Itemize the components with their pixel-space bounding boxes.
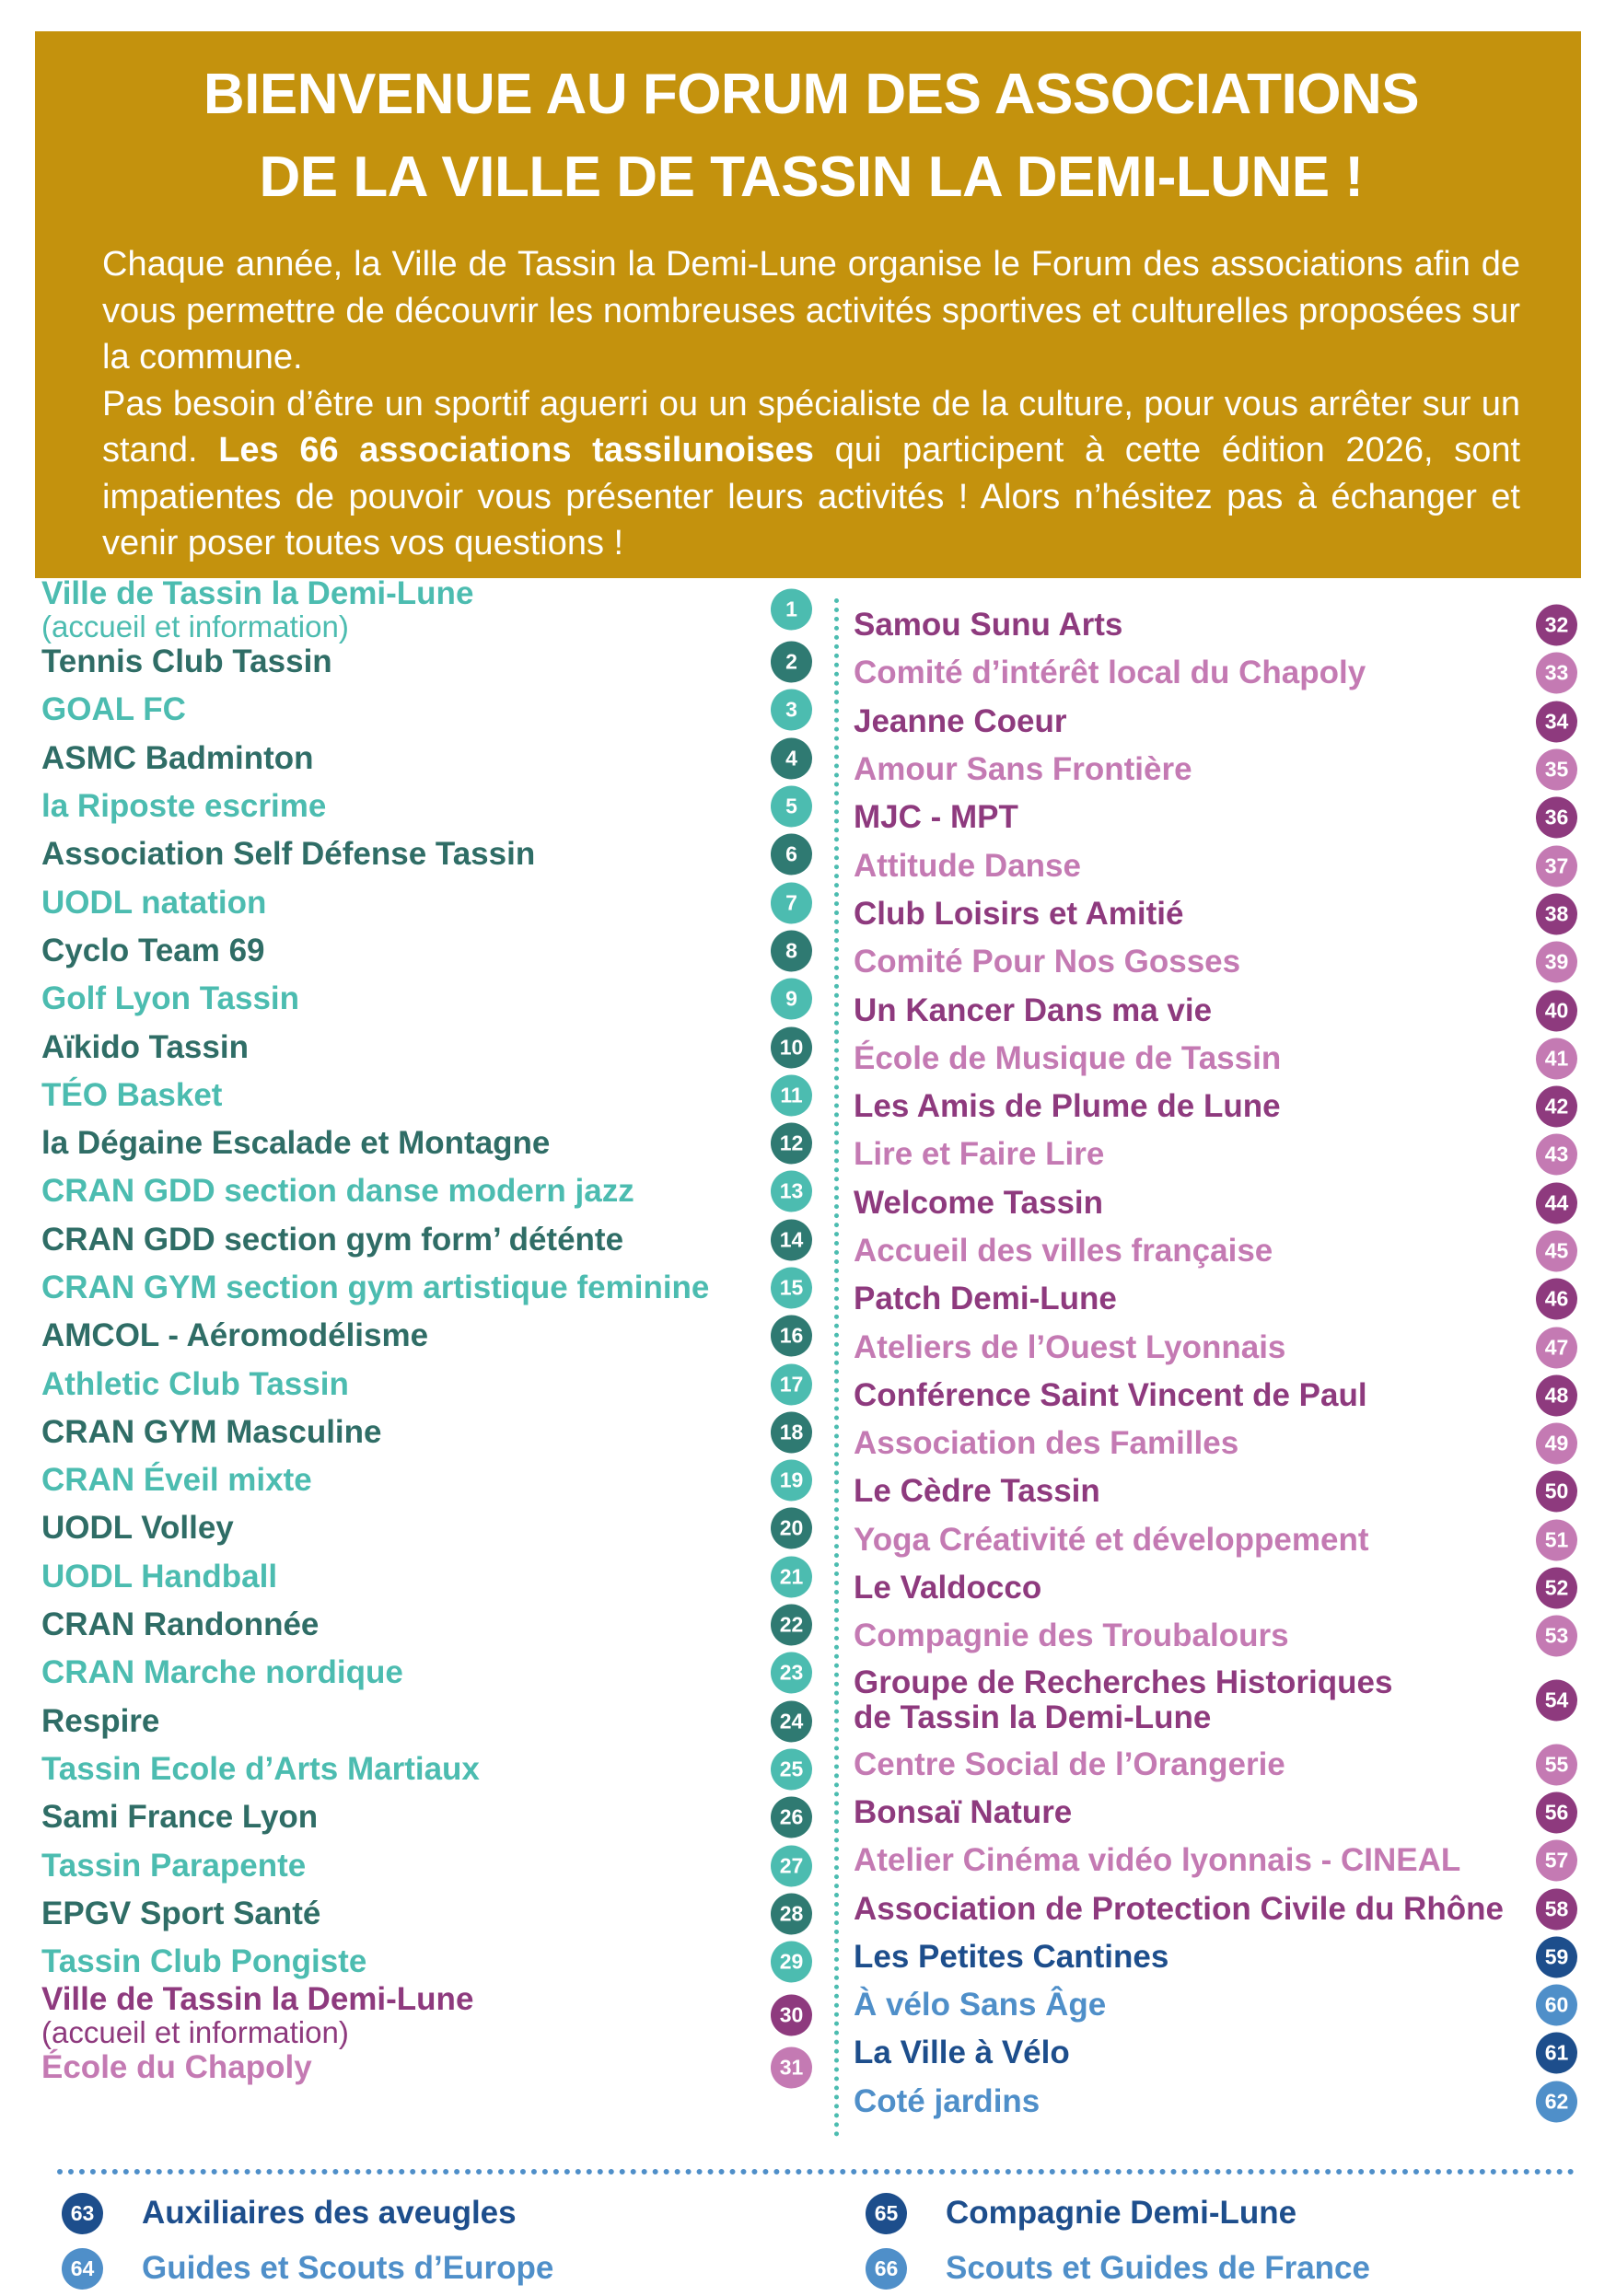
association-name-main: GOAL FC xyxy=(41,691,186,728)
association-number-badge: 36 xyxy=(1536,797,1577,839)
association-name xyxy=(41,1896,810,1931)
association-number-badge: 48 xyxy=(1536,1374,1577,1416)
association-item-14 xyxy=(41,1216,810,1264)
association-name xyxy=(41,1463,810,1498)
association-item-12 xyxy=(41,1119,810,1167)
association-number-badge: 41 xyxy=(1536,1038,1577,1079)
association-name xyxy=(41,741,810,776)
association-number-badge: 13 xyxy=(771,1171,812,1212)
association-number-badge: 23 xyxy=(771,1652,812,1694)
banner-title xyxy=(102,53,1520,219)
association-name-main: CRAN Éveil mixte xyxy=(41,1462,312,1499)
association-name xyxy=(854,1426,1581,1461)
column-divider xyxy=(834,598,839,2138)
association-name xyxy=(854,1747,1581,1782)
association-name xyxy=(854,1940,1581,1975)
association-item-39 xyxy=(854,938,1581,986)
association-name xyxy=(854,704,1581,739)
association-number-badge: 30 xyxy=(771,1994,812,2035)
association-item-49 xyxy=(854,1420,1581,1467)
association-item-11 xyxy=(41,1072,810,1119)
association-name xyxy=(41,1981,810,2050)
association-item-46 xyxy=(854,1275,1581,1323)
association-number-badge: 54 xyxy=(1536,1680,1577,1722)
association-item-64 xyxy=(62,2241,553,2296)
association-number-badge: 21 xyxy=(771,1556,812,1597)
association-name xyxy=(142,2196,517,2231)
association-number-badge: 29 xyxy=(771,1942,812,1983)
association-item-58 xyxy=(854,1884,1581,1932)
association-name xyxy=(946,2196,1296,2231)
association-name-main: Les Amis de Plume de Lune xyxy=(854,1088,1281,1125)
association-number-badge: 35 xyxy=(1536,749,1577,791)
association-number-badge: 31 xyxy=(771,2047,812,2089)
association-item-35 xyxy=(854,746,1581,794)
association-name xyxy=(854,1571,1581,1606)
association-item-25 xyxy=(41,1745,810,1793)
association-name-main: CRAN GYM section gym artistique feminine xyxy=(41,1270,710,1305)
association-number-badge: 65 xyxy=(866,2193,907,2234)
association-name xyxy=(41,1126,810,1161)
association-name-main: Coté jardins xyxy=(854,2082,1041,2119)
association-name xyxy=(854,2084,1581,2119)
association-name xyxy=(946,2251,1370,2286)
banner-title-line-1: BIENVENUE AU FORUM DES ASSOCIATIONS xyxy=(203,63,1420,126)
association-name-main: CRAN GYM Masculine xyxy=(41,1413,382,1450)
association-item-22 xyxy=(41,1601,810,1649)
association-name xyxy=(854,1843,1581,1878)
association-number-badge: 9 xyxy=(771,979,812,1020)
association-name-main: Auxiliaires des aveugles xyxy=(142,2195,517,2231)
association-name xyxy=(41,1318,810,1353)
footer-divider xyxy=(57,2169,1575,2174)
association-name xyxy=(854,1378,1581,1413)
banner-paragraph-2-end: qui participent à cette édition 2026, sont impatientes de pouvoir vous présenter leurs activités ! Alors n’hésitez pas à échanger et venir poser toutes vos questions ! xyxy=(102,431,1521,562)
association-name xyxy=(41,1030,810,1065)
association-name-main: Comité d’intérêt local du Chapoly xyxy=(854,655,1366,691)
association-name-main: Amour Sans Frontière xyxy=(854,751,1192,788)
association-item-52 xyxy=(854,1564,1581,1612)
association-name-main: ASMC Badminton xyxy=(41,739,314,776)
association-item-61 xyxy=(854,2029,1581,2077)
association-name-main: Le Valdocco xyxy=(854,1570,1042,1606)
association-item-8 xyxy=(41,927,810,975)
association-name-main: Jeanne Coeur xyxy=(854,702,1067,739)
association-name-main: EPGV Sport Santé xyxy=(41,1895,321,1931)
association-name-main: AMCOL - Aéromodélisme xyxy=(41,1317,429,1354)
association-name-main: la Riposte escrime xyxy=(41,788,327,825)
association-number-badge: 19 xyxy=(771,1460,812,1502)
banner-highlight: Les 66 associations tassilunoises xyxy=(218,431,814,470)
association-item-24 xyxy=(41,1698,810,1745)
association-name-main: Centre Social de l’Orangerie xyxy=(854,1745,1285,1782)
association-item-33 xyxy=(854,649,1581,697)
association-name-main: Comité Pour Nos Gosses xyxy=(854,944,1241,980)
association-name xyxy=(854,1665,1581,1735)
association-name-main: CRAN Marche nordique xyxy=(41,1654,403,1691)
association-number-badge: 27 xyxy=(771,1845,812,1886)
association-item-55 xyxy=(854,1741,1581,1789)
banner-title-line-2: DE LA VILLE DE TASSIN LA DEMI-LUNE ! xyxy=(259,145,1364,209)
association-item-51 xyxy=(854,1516,1581,1564)
association-item-65 xyxy=(866,2186,1370,2241)
association-number-badge: 44 xyxy=(1536,1182,1577,1223)
association-item-40 xyxy=(854,986,1581,1034)
association-number-badge: 6 xyxy=(771,834,812,875)
association-item-10 xyxy=(41,1023,810,1071)
association-number-badge: 15 xyxy=(771,1268,812,1309)
association-name-main: TÉO Basket xyxy=(41,1076,223,1113)
association-name-main: Groupe de Recherches Historiques xyxy=(854,1664,1393,1701)
association-number-badge: 49 xyxy=(1536,1423,1577,1465)
association-name-main: Le Cèdre Tassin xyxy=(854,1473,1100,1510)
association-name-main: Compagnie des Troubalours xyxy=(854,1618,1289,1654)
association-item-42 xyxy=(854,1083,1581,1131)
association-name-main: La Ville à Vélo xyxy=(854,2035,1070,2071)
association-name xyxy=(41,1849,810,1884)
association-name-main: CRAN GDD section gym form’ déténte xyxy=(41,1221,624,1258)
association-name xyxy=(142,2251,553,2286)
association-item-19 xyxy=(41,1456,810,1504)
association-number-badge: 61 xyxy=(1536,2033,1577,2074)
association-name xyxy=(41,1560,810,1594)
association-name xyxy=(41,1415,810,1450)
association-item-60 xyxy=(854,1981,1581,2029)
association-item-7 xyxy=(41,878,810,926)
association-number-badge: 62 xyxy=(1536,2081,1577,2122)
association-name xyxy=(854,1795,1581,1830)
association-item-31 xyxy=(41,2044,810,2092)
association-number-badge: 59 xyxy=(1536,1936,1577,1977)
association-item-1 xyxy=(41,575,810,644)
association-name-main: Conférence Saint Vincent de Paul xyxy=(854,1376,1367,1413)
association-number-badge: 3 xyxy=(771,690,812,731)
association-item-9 xyxy=(41,975,810,1023)
association-name-main: Tassin Club Pongiste xyxy=(41,1943,367,1980)
association-name-main: CRAN GDD section danse modern jazz xyxy=(41,1173,634,1210)
association-number-badge: 28 xyxy=(771,1893,812,1934)
association-item-4 xyxy=(41,735,810,783)
association-name-main: Sami France Lyon xyxy=(41,1799,319,1836)
association-name xyxy=(41,1367,810,1402)
association-name xyxy=(41,933,810,968)
association-number-badge: 43 xyxy=(1536,1134,1577,1176)
association-name xyxy=(854,1137,1581,1172)
association-item-15 xyxy=(41,1264,810,1312)
association-item-30 xyxy=(41,1981,810,2050)
association-name xyxy=(41,1704,810,1739)
association-name xyxy=(41,1270,810,1305)
association-name-main: Tennis Club Tassin xyxy=(41,644,332,680)
association-name xyxy=(854,1186,1581,1221)
association-name-main: Atelier Cinéma vidéo lyonnais - CINEAL xyxy=(854,1842,1461,1879)
association-name xyxy=(41,1223,810,1258)
association-number-badge: 39 xyxy=(1536,942,1577,983)
association-name xyxy=(41,1752,810,1787)
association-number-badge: 33 xyxy=(1536,653,1577,694)
association-item-18 xyxy=(41,1409,810,1456)
association-name-main: Les Petites Cantines xyxy=(854,1938,1169,1975)
association-number-badge: 20 xyxy=(771,1508,812,1549)
association-name xyxy=(41,1944,810,1979)
association-name xyxy=(41,1655,810,1690)
association-number-badge: 57 xyxy=(1536,1840,1577,1882)
association-item-45 xyxy=(854,1227,1581,1275)
association-name-main: Scouts et Guides de France xyxy=(946,2250,1370,2286)
association-name-main: Association de Protection Civile du Rhône xyxy=(854,1890,1504,1927)
association-number-badge: 25 xyxy=(771,1748,812,1790)
association-number-badge: 17 xyxy=(771,1363,812,1405)
association-number-badge: 7 xyxy=(771,882,812,923)
association-item-32 xyxy=(854,601,1581,649)
association-name-main: Compagnie Demi-Lune xyxy=(946,2195,1297,2231)
association-name xyxy=(854,1523,1581,1558)
associations-list-footer-right xyxy=(866,2186,1370,2296)
association-name xyxy=(854,849,1581,884)
associations-list-left xyxy=(41,575,810,2093)
association-name xyxy=(854,655,1581,690)
association-name-main: Samou Sunu Arts xyxy=(854,607,1123,644)
association-name xyxy=(854,1988,1581,2023)
association-name xyxy=(854,1618,1581,1653)
association-item-3 xyxy=(41,686,810,734)
association-item-13 xyxy=(41,1167,810,1215)
association-item-17 xyxy=(41,1360,810,1408)
association-number-badge: 24 xyxy=(771,1700,812,1742)
association-name xyxy=(41,1078,810,1113)
welcome-banner xyxy=(35,31,1581,578)
association-name xyxy=(41,886,810,921)
association-item-62 xyxy=(854,2078,1581,2126)
association-name xyxy=(854,945,1581,980)
association-number-badge: 64 xyxy=(62,2248,103,2290)
association-number-badge: 46 xyxy=(1536,1279,1577,1320)
association-item-27 xyxy=(41,1841,810,1889)
association-number-badge: 58 xyxy=(1536,1888,1577,1930)
association-item-6 xyxy=(41,830,810,878)
association-name-main: la Dégaine Escalade et Montagne xyxy=(41,1125,551,1162)
association-number-badge: 11 xyxy=(771,1074,812,1116)
association-name-main: École de Musique de Tassin xyxy=(854,1039,1282,1076)
association-item-2 xyxy=(41,638,810,686)
banner-paragraph-1: Chaque année, la Ville de Tassin la Demi-Lune organise le Forum des associations afin de vous permettre de découvrir les nombreuses activités sportives et culturelles proposées sur la commune. xyxy=(102,245,1520,377)
association-name xyxy=(854,752,1581,787)
banner-paragraph-2 xyxy=(102,381,1520,567)
association-item-23 xyxy=(41,1649,810,1697)
association-name xyxy=(41,692,810,727)
association-name-main: Cyclo Team 69 xyxy=(41,932,265,968)
association-item-26 xyxy=(41,1793,810,1841)
association-name-sub: de Tassin la Demi-Lune xyxy=(854,1699,1212,1736)
association-name-main: Tassin Ecole d’Arts Martiaux xyxy=(41,1750,480,1787)
association-name-main: Lire et Faire Lire xyxy=(854,1136,1105,1173)
association-name xyxy=(41,2050,810,2085)
association-number-badge: 37 xyxy=(1536,845,1577,887)
banner-intro xyxy=(102,241,1520,567)
association-item-53 xyxy=(854,1612,1581,1660)
association-item-37 xyxy=(854,841,1581,889)
association-name-main: UODL Volley xyxy=(41,1510,234,1547)
association-number-badge: 2 xyxy=(771,642,812,683)
association-name xyxy=(41,1607,810,1642)
association-name-main: Bonsaï Nature xyxy=(854,1793,1073,1830)
association-name-main: UODL natation xyxy=(41,884,267,921)
associations-list-footer-left xyxy=(62,2186,553,2296)
association-number-badge: 8 xyxy=(771,930,812,971)
association-name xyxy=(854,897,1581,932)
association-name-main: MJC - MPT xyxy=(854,799,1018,836)
association-name-main: Respire xyxy=(41,1702,160,1739)
association-number-badge: 50 xyxy=(1536,1471,1577,1513)
association-number-badge: 55 xyxy=(1536,1744,1577,1785)
association-number-badge: 34 xyxy=(1536,701,1577,742)
association-item-47 xyxy=(854,1323,1581,1371)
association-number-badge: 1 xyxy=(771,588,812,630)
association-number-badge: 60 xyxy=(1536,1985,1577,2026)
association-number-badge: 40 xyxy=(1536,990,1577,1031)
association-name-sub: (accueil et information) xyxy=(41,2015,349,2050)
association-name xyxy=(854,1330,1581,1365)
association-number-badge: 32 xyxy=(1536,605,1577,646)
association-number-badge: 52 xyxy=(1536,1568,1577,1609)
banner-paragraph-2-start: Pas besoin d’être un sportif aguerri ou un spécialiste de la culture, pour vous arrêter sur un stand. xyxy=(102,384,1520,470)
association-name-main: UODL Handball xyxy=(41,1558,278,1594)
association-name-main: Attitude Danse xyxy=(854,847,1081,884)
association-name xyxy=(41,1800,810,1835)
association-name xyxy=(854,608,1581,643)
association-name-main: Ville de Tassin la Demi-Lune xyxy=(41,1981,474,2018)
association-item-28 xyxy=(41,1890,810,1938)
association-number-badge: 66 xyxy=(866,2248,907,2290)
association-number-badge: 45 xyxy=(1536,1231,1577,1272)
association-name-main: Accueil des villes française xyxy=(854,1233,1273,1269)
association-item-38 xyxy=(854,890,1581,938)
association-name-main: Welcome Tassin xyxy=(854,1184,1104,1221)
association-name-main: Un Kancer Dans ma vie xyxy=(854,991,1213,1028)
association-number-badge: 18 xyxy=(771,1411,812,1453)
association-name xyxy=(41,1511,810,1546)
association-number-badge: 10 xyxy=(771,1026,812,1068)
association-item-36 xyxy=(854,794,1581,841)
association-item-50 xyxy=(854,1467,1581,1515)
association-item-34 xyxy=(854,698,1581,746)
association-name-main: Patch Demi-Lune xyxy=(854,1281,1117,1317)
association-number-badge: 22 xyxy=(771,1605,812,1646)
association-name xyxy=(854,800,1581,835)
association-number-badge: 51 xyxy=(1536,1519,1577,1560)
association-name xyxy=(41,576,810,642)
association-item-41 xyxy=(854,1035,1581,1083)
association-name xyxy=(854,1281,1581,1316)
association-name xyxy=(854,1089,1581,1124)
association-item-29 xyxy=(41,1938,810,1986)
association-name-main: Tassin Parapente xyxy=(41,1847,307,1884)
association-name-main: À vélo Sans Âge xyxy=(854,1987,1107,2023)
association-name-main: Ville de Tassin la Demi-Lune xyxy=(41,575,474,611)
association-number-badge: 4 xyxy=(771,737,812,779)
association-name xyxy=(854,1234,1581,1269)
association-number-badge: 63 xyxy=(62,2193,103,2234)
association-name-main: Golf Lyon Tassin xyxy=(41,980,300,1017)
association-item-21 xyxy=(41,1553,810,1601)
association-item-54 xyxy=(854,1661,1581,1741)
association-name-sub: (accueil et information) xyxy=(41,609,349,644)
association-number-badge: 16 xyxy=(771,1316,812,1357)
association-name xyxy=(41,1174,810,1209)
association-item-56 xyxy=(854,1789,1581,1837)
association-name xyxy=(854,993,1581,1028)
association-number-badge: 14 xyxy=(771,1219,812,1260)
association-name-main: Association des Familles xyxy=(854,1425,1239,1462)
association-name-main: CRAN Randonnée xyxy=(41,1606,320,1643)
association-item-5 xyxy=(41,783,810,830)
association-name-main: Club Loisirs et Amitié xyxy=(854,895,1184,932)
association-name xyxy=(41,644,810,679)
association-number-badge: 53 xyxy=(1536,1616,1577,1657)
association-item-20 xyxy=(41,1504,810,1552)
association-item-48 xyxy=(854,1372,1581,1420)
association-number-badge: 47 xyxy=(1536,1327,1577,1368)
association-number-badge: 5 xyxy=(771,786,812,828)
association-name xyxy=(41,837,810,872)
association-name-main: Aïkido Tassin xyxy=(41,1028,249,1065)
association-name xyxy=(854,1041,1581,1076)
association-item-66 xyxy=(866,2241,1370,2296)
association-name-main: École du Chapoly xyxy=(41,2049,312,2086)
association-number-badge: 42 xyxy=(1536,1086,1577,1128)
association-name xyxy=(854,1474,1581,1509)
association-item-63 xyxy=(62,2186,553,2241)
association-item-43 xyxy=(854,1131,1581,1178)
association-number-badge: 38 xyxy=(1536,893,1577,934)
association-name xyxy=(854,1892,1581,1927)
association-name-main: Ateliers de l’Ouest Lyonnais xyxy=(854,1328,1286,1365)
association-name xyxy=(41,981,810,1016)
association-name-main: Athletic Club Tassin xyxy=(41,1365,349,1402)
association-item-57 xyxy=(854,1837,1581,1884)
association-item-44 xyxy=(854,1179,1581,1227)
association-name-main: Association Self Défense Tassin xyxy=(41,836,536,873)
association-item-16 xyxy=(41,1312,810,1360)
association-number-badge: 12 xyxy=(771,1123,812,1165)
association-item-59 xyxy=(854,1933,1581,1981)
association-name-main: Yoga Créativité et développement xyxy=(854,1521,1369,1558)
associations-list-right xyxy=(854,601,1581,2126)
association-name xyxy=(41,789,810,824)
association-number-badge: 56 xyxy=(1536,1792,1577,1833)
association-name xyxy=(854,2035,1581,2070)
association-number-badge: 26 xyxy=(771,1797,812,1838)
association-name-main: Guides et Scouts d’Europe xyxy=(142,2250,554,2286)
